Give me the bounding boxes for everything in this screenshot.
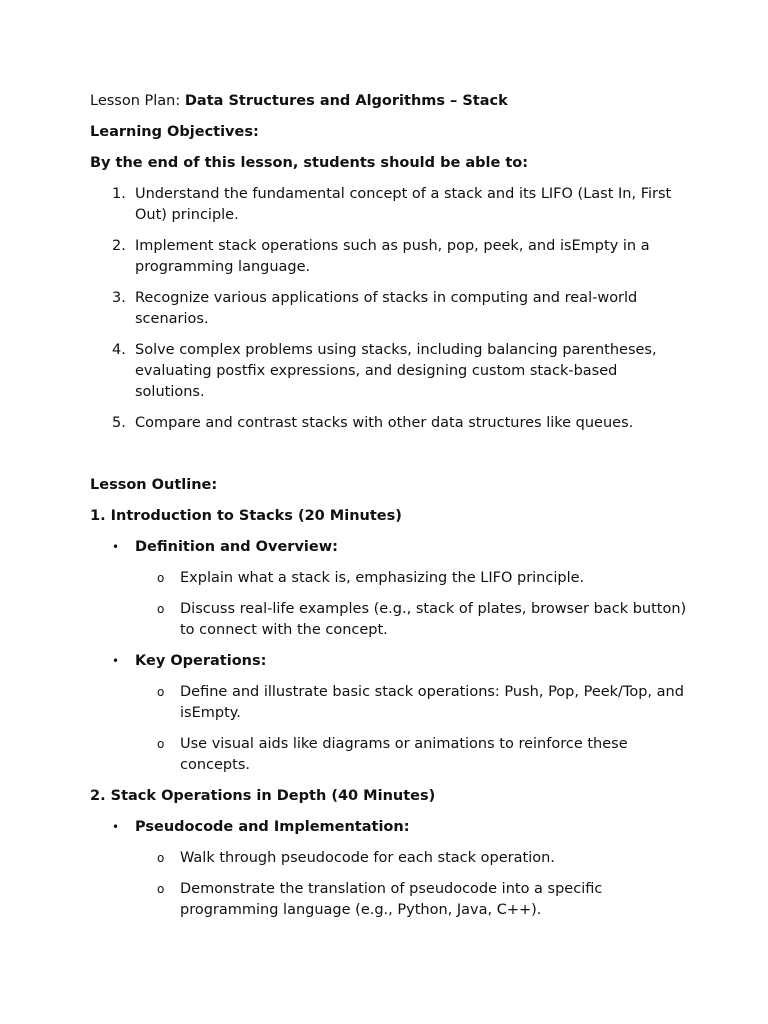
- outline-subitem-text: Define and illustrate basic stack operations: Push, Pop, Peek/Top, and isEmpty.: [180, 684, 684, 721]
- bullet-icon: •: [112, 540, 120, 554]
- objective-text: Solve complex problems using stacks, including balancing parentheses, evaluating postfix expressions, and designing custom stack-based solutions.: [135, 342, 657, 400]
- objectives-heading: Learning Objectives:: [90, 124, 259, 140]
- objective-item: [90, 340, 690, 403]
- outline-subitem: [135, 599, 690, 641]
- objectives-list: [90, 184, 690, 434]
- outline-item: [90, 817, 690, 921]
- section-items: [90, 817, 690, 921]
- outline-subitem: [135, 879, 690, 921]
- outline-subitem-text: Explain what a stack is, emphasizing the LIFO principle.: [180, 570, 585, 586]
- circle-bullet-icon: o: [157, 737, 165, 751]
- outline-subitem: [135, 568, 690, 589]
- circle-bullet-icon: o: [157, 882, 165, 896]
- objective-text: Recognize various applications of stacks in computing and real-world scenarios.: [135, 290, 638, 327]
- outline-item: [90, 537, 690, 641]
- outline-subitem: [135, 682, 690, 724]
- title-prefix: Lesson Plan:: [90, 93, 185, 109]
- outline-subitem-text: Discuss real-life examples (e.g., stack of plates, browser back button) to connect with the concept.: [180, 601, 687, 638]
- objective-item: [90, 413, 690, 434]
- outline-subitem: [135, 848, 690, 869]
- outline-item-label: Pseudocode and Implementation:: [135, 819, 410, 835]
- circle-bullet-icon: o: [157, 602, 165, 616]
- objective-text: Compare and contrast stacks with other data structures like queues.: [135, 415, 634, 431]
- outline-subitem-text: Use visual aids like diagrams or animations to reinforce these concepts.: [180, 736, 628, 773]
- document-title: [90, 91, 690, 112]
- outline-subitems: [135, 568, 690, 641]
- outline-item: [90, 651, 690, 776]
- objective-number: 4.: [112, 342, 126, 358]
- objective-item: [90, 288, 690, 330]
- outline-subitems: [135, 848, 690, 921]
- title-main: Data Structures and Algorithms – Stack: [184, 93, 508, 109]
- outline-subitem-text: Demonstrate the translation of pseudocode into a specific programming language (e.g., Python, Java, C++).: [180, 881, 603, 918]
- outline-item-label: Definition and Overview:: [135, 539, 338, 555]
- bullet-icon: •: [112, 654, 120, 668]
- section-heading: 2. Stack Operations in Depth (40 Minutes): [90, 788, 436, 804]
- section-items: [90, 537, 690, 776]
- objective-item: [90, 236, 690, 278]
- objective-number: 3.: [112, 290, 126, 306]
- objective-item: [90, 184, 690, 226]
- bullet-icon: •: [112, 820, 120, 834]
- objective-number: 1.: [112, 186, 126, 202]
- outline-heading: Lesson Outline:: [90, 477, 218, 493]
- outline-subitems: [135, 682, 690, 776]
- outline-item-label: Key Operations:: [135, 653, 267, 669]
- document-page: [90, 91, 690, 931]
- objectives-intro: By the end of this lesson, students should be able to:: [90, 155, 529, 171]
- section-heading: 1. Introduction to Stacks (20 Minutes): [90, 508, 402, 524]
- circle-bullet-icon: o: [157, 685, 165, 699]
- objective-text: Implement stack operations such as push, pop, peek, and isEmpty in a programming language.: [135, 238, 650, 275]
- circle-bullet-icon: o: [157, 851, 165, 865]
- outline-subitem: [135, 734, 690, 776]
- outline-subitem-text: Walk through pseudocode for each stack operation.: [180, 850, 555, 866]
- objective-number: 5.: [112, 415, 126, 431]
- objective-text: Understand the fundamental concept of a stack and its LIFO (Last In, First Out) principle.: [135, 186, 672, 223]
- objective-number: 2.: [112, 238, 126, 254]
- circle-bullet-icon: o: [157, 571, 165, 585]
